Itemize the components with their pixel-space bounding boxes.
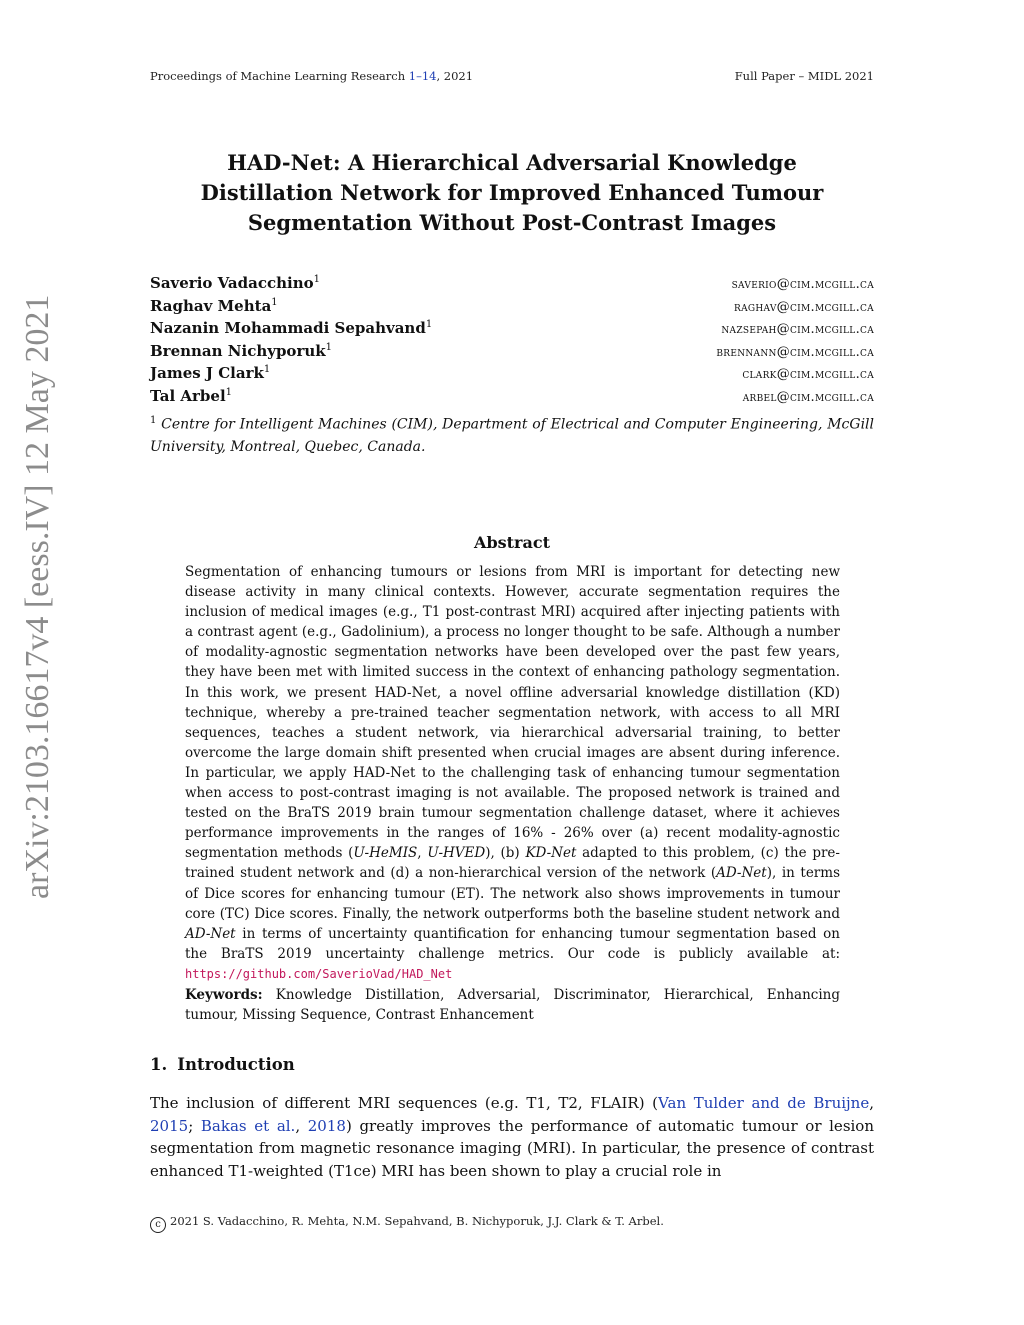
author-email[interactable]: raghav@cim.mcgill.ca (734, 299, 874, 315)
affiliation-text: Centre for Intelligent Machines (CIM), Department of Electrical and Computer Engineering, McGill University, Montreal, Quebec, Canada. (150, 416, 874, 455)
section-heading-introduction (150, 1055, 295, 1074)
author-affil-mark: 1 (225, 386, 233, 398)
author-row (150, 342, 874, 365)
title-line-1: HAD-Net: A Hierarchical Adversarial Knowledge (227, 150, 797, 175)
author-row (150, 319, 874, 342)
author-row (150, 274, 874, 297)
author-affil-mark: 1 (271, 296, 278, 308)
citation-link[interactable]: Bakas et al. (200, 1116, 296, 1135)
author-email[interactable]: brennann@cim.mcgill.ca (716, 344, 874, 360)
running-header-left (150, 69, 473, 83)
citation-year-link[interactable]: 2018 (307, 1116, 346, 1135)
author-name: Nazanin Mohammadi Sepahvand (150, 319, 426, 337)
author-email[interactable]: arbel@cim.mcgill.ca (742, 389, 874, 405)
author-email[interactable]: nazsepah@cim.mcgill.ca (721, 322, 874, 337)
running-header-right: Full Paper – MIDL 2021 (734, 69, 874, 83)
affiliation-mark: 1 (150, 415, 157, 426)
abstract-body: Segmentation of enhancing tumours or lesions from MRI is important for detecting new disease activity in many clinical contexts. However, accurate segmentation requires the inclusion of medical images (e.g., T1 post-contrast MRI) acquired after injecting patients with a contrast agent (e.g., Gadolinium), a process no longer thought to be safe. Although a number of modality-agnostic segmentation networks have been developed over the past few years, they have been met with limited success in the context of enhancing pathology segmentation. In this work, we present HAD-Net, a novel offline adversarial knowledge distillation (KD) technique, whereby a pre-trained teacher segmentation network, with access to all MRI sequences, teaches a student network, via hierarchical adversarial training, to better overcome the large domain shift presented when crucial images are absent during inference. In particular, we apply HAD-Net to the challenging task of enhancing tumour segmentation when access to post-contrast imaging is not available. The proposed network is trained and tested on the BraTS 2019 brain tumour segmentation challenge dataset, where it achieves performance improvements in the ranges of 16% - 26% over (a) recent modality-agnostic segmentation methods (U-HeMIS, U-HVED), (b) KD-Net adapted to this problem, (c) the pre-trained student network and (d) a non-hierarchical version of the network (AD-Net), in terms of Dice scores for enhancing tumour (ET). The network also shows improvements in tumour core (TC) Dice scores. Finally, the network outperforms both the baseline student network and AD-Net in terms of uncertainty quantification for enhancing tumour segmentation based on the BraTS 2019 uncertainty challenge metrics. Our code is publicly available at: https://github.com/SaverioVad/HAD_Net (185, 564, 840, 981)
header-proceedings: Proceedings of Machine Learning Research (150, 69, 409, 83)
abstract-heading: Abstract (474, 533, 550, 552)
method-uhemis: U-HeMIS (353, 845, 418, 862)
introduction-paragraph: The inclusion of different MRI sequences (e.g. T1, T2, FLAIR) (Van Tulder and de Bruijne, 2015; Bakas et al., 2018) greatly improves the performance of automatic tumour or lesion segmentation from magnetic resonance imaging (MRI). In particular, the presence of contrast enhanced T1-weighted (T1ce) MRI has been shown to play a crucial role in (150, 1094, 875, 1180)
title-line-3: Segmentation Without Post-Contrast Images (247, 210, 777, 235)
section-title: Introduction (177, 1055, 295, 1074)
title-line-2: Distillation Network for Improved Enhanced Tumour (200, 180, 824, 205)
header-pages-link[interactable]: 1–14 (408, 69, 437, 83)
author-affil-mark: 1 (425, 319, 433, 330)
section-number: 1. (150, 1055, 168, 1074)
affiliation (150, 410, 874, 458)
method-kdnet: KD-Net (525, 845, 577, 862)
author-email[interactable]: clark@cim.mcgill.ca (742, 367, 874, 382)
citation-link[interactable]: Van Tulder and de Bruijne (658, 1094, 870, 1112)
author-affil-mark: 1 (325, 341, 333, 353)
author-row (150, 387, 874, 410)
code-repository-link[interactable]: https://github.com/SaverioVad/HAD_Net (185, 966, 453, 981)
keywords-text: Knowledge Distillation, Adversarial, Discriminator, Hierarchical, Enhancing tumour, Missing Sequence, Contrast Enhancement (185, 987, 840, 1023)
author-name: James J Clark (150, 364, 264, 382)
author-affil-mark: 1 (263, 364, 271, 375)
author-affil-mark: 1 (313, 274, 320, 285)
copyright-footer (150, 1214, 664, 1233)
author-row (150, 364, 874, 387)
author-name: Brennan Nichyporuk (150, 341, 326, 360)
author-name: Raghav Mehta (150, 296, 272, 315)
citation-year-link[interactable]: 2015 (150, 1116, 189, 1135)
method-uhved: U-HVED (427, 845, 486, 862)
method-adnet: AD-Net (185, 925, 236, 942)
author-email[interactable]: saverio@cim.mcgill.ca (731, 277, 874, 292)
paper-title (150, 148, 874, 238)
copyright-icon: c (150, 1217, 166, 1233)
method-adnet: AD-Net (716, 865, 767, 882)
author-list (150, 274, 874, 409)
keywords (185, 985, 840, 1025)
header-year: , 2021 (436, 69, 474, 83)
copyright-text: 2021 S. Vadacchino, R. Mehta, N.M. Sepahvand, B. Nichyporuk, J.J. Clark & T. Arbel. (170, 1214, 664, 1228)
keywords-label: Keywords: (185, 987, 263, 1003)
author-row (150, 297, 874, 320)
author-name: Tal Arbel (150, 386, 226, 405)
author-name: Saverio Vadacchino (150, 274, 314, 292)
arxiv-sidebar-stamp: arXiv:2103.16617v4 [eess.IV] 12 May 2021 (19, 294, 56, 899)
